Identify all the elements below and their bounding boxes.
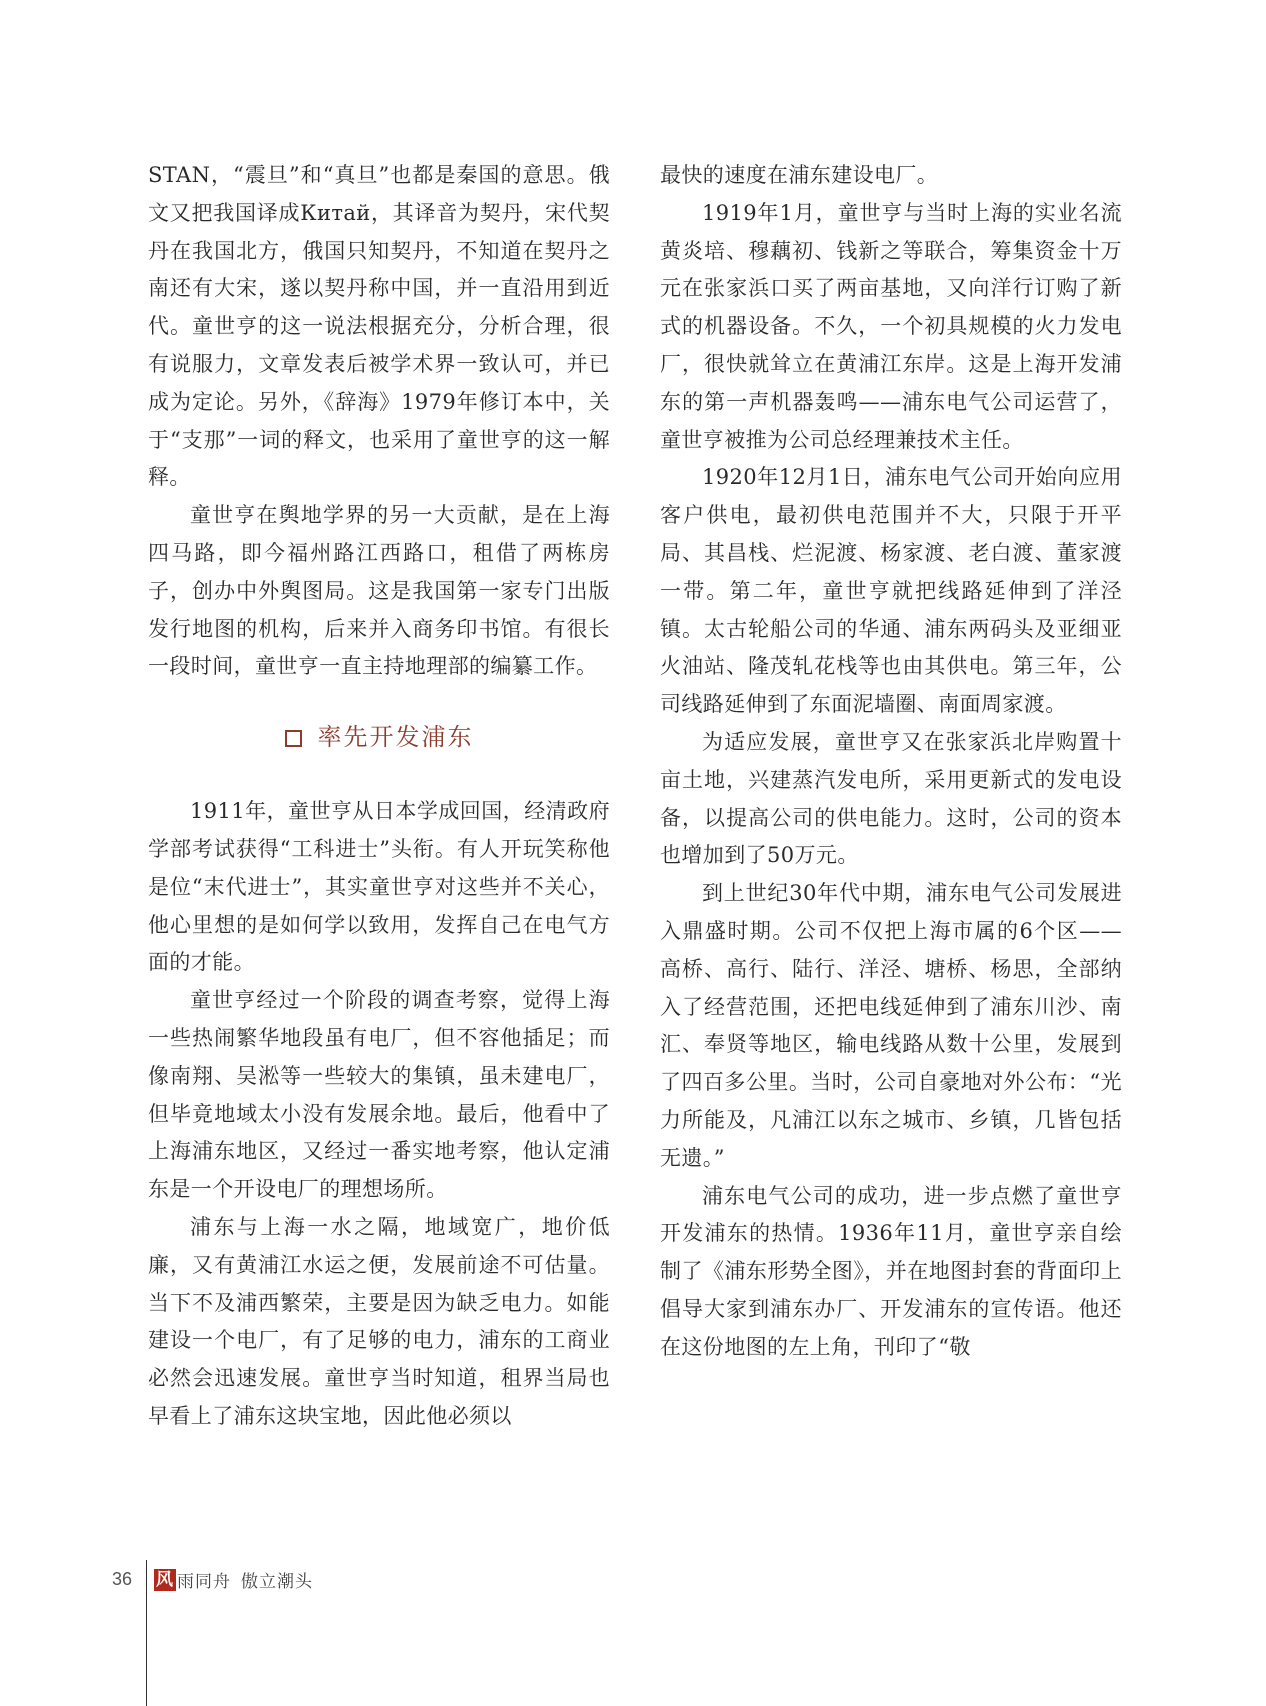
section-title: 率先开发浦东	[317, 723, 474, 752]
paragraph: 浦东电气公司的成功，进一步点燃了童世亨开发浦东的热情。1936年11月，童世亨亲自绘制了《浦东形势全图》，并在地图封套的背面印上倡导大家到浦东办厂、开发浦东的宣传语。他还在这份地图的左上角，刊印了“敬	[660, 1183, 1122, 1359]
running-title-part2: 傲立潮头	[241, 1572, 313, 1592]
paragraph: 童世亨经过一个阶段的调查考察，觉得上海一些热闹繁华地段虽有电厂，但不容他插足；而像南翔、吴淞等一些较大的集镇，虽未建电厂，但毕竟地域太小没有发展余地。最后，他看中了上海浦东地区，又经过一番实地考察，他认定浦东是一个开设电厂的理想场所。	[148, 988, 610, 1202]
square-bullet-icon	[285, 730, 302, 747]
page-footer	[0, 1560, 1266, 1706]
magazine-logo-icon: 风	[156, 1569, 174, 1590]
paragraph: 童世亨在舆地学界的另一大贡献，是在上海四马路，即今福州路江西路口，租借了两栋房子，创办中外舆图局。这是我国第一家专门出版发行地图的机构，后来并入商务印书馆。有很长一段时间，童世亨一直主持地理部的编纂工作。	[148, 503, 610, 679]
running-title	[154, 1567, 313, 1592]
paragraph: 1919年1月，童世亨与当时上海的实业名流黄炎培、穆藕初、钱新之等联合，筹集资金十万元在张家浜口买了两亩基地，又向洋行订购了新式的机器设备。不久，一个初具规模的火力发电厂，很快就耸立在黄浦江东岸。这是上海开发浦东的第一声机器轰鸣——浦东电气公司运营了，童世亨被推为公司总经理兼技术主任。	[660, 200, 1122, 452]
footer-divider	[146, 1560, 147, 1706]
paragraph: 浦东与上海一水之隔，地域宽广，地价低廉，又有黄浦江水运之便，发展前途不可估量。当下不及浦西繁荣，主要是因为缺乏电力。如能建设一个电厂，有了足够的电力，浦东的工商业必然会迅速发展。童世亨当时知道，租界当局也早看上了浦东这块宝地，因此他必须以	[148, 1214, 610, 1428]
right-column	[660, 157, 1122, 1367]
paragraph: 到上世纪30年代中期，浦东电气公司发展进入鼎盛时期。公司不仅把上海市属的6个区——高桥、高行、陆行、洋泾、塘桥、杨思，全部纳入了经营范围，还把电线延伸到了浦东川沙、南汇、奉贤等地区，输电线路从数十公里，发展到了四百多公里。当时，公司自豪地对外公布：“光力所能及，凡浦江以东之城市、乡镇，几皆包括无遗。”	[660, 881, 1122, 1170]
paragraph: STAN，“震旦”和“真旦”也都是秦国的意思。俄文又把我国译成Китай，其译音为契丹，宋代契丹在我国北方，俄国只知契丹，不知道在契丹之南还有大宋，遂以契丹称中国，并一直沿用到近代。童世亨的这一说法根据充分，分析合理，很有说服力，文章发表后被学术界一致认可，并已成为定论。另外，《辞海》1979年修订本中，关于“支那”一词的释文，也采用了童世亨的这一解释。	[148, 163, 610, 490]
section-heading	[148, 719, 610, 757]
paragraph: 1911年，童世亨从日本学成回国，经清政府学部考试获得“工科进士”头衔。有人开玩笑称他是位“末代进士”，其实童世亨对这些并不关心，他心里想的是如何学以致用，发挥自己在电气方面的才能。	[148, 799, 610, 975]
left-column	[148, 157, 610, 1436]
running-title-part1: 雨同舟	[177, 1572, 231, 1592]
paragraph: 为适应发展，童世亨又在张家浜北岸购置十亩土地，兴建蒸汽发电所，采用更新式的发电设备，以提高公司的供电能力。这时，公司的资本也增加到了50万元。	[660, 729, 1122, 868]
paragraph: 最快的速度在浦东建设电厂。	[660, 163, 939, 187]
paragraph: 1920年12月1日，浦东电气公司开始向应用客户供电，最初供电范围并不大，只限于开平局、其昌栈、烂泥渡、杨家渡、老白渡、董家渡一带。第二年，童世亨就把线路延伸到了洋泾镇。太古轮船公司的华通、浦东两码头及亚细亚火油站、隆茂轧花栈等也由其供电。第三年，公司线路延伸到了东面泥墙圈、南面周家渡。	[660, 465, 1122, 717]
page-number: 36	[112, 1569, 133, 1589]
